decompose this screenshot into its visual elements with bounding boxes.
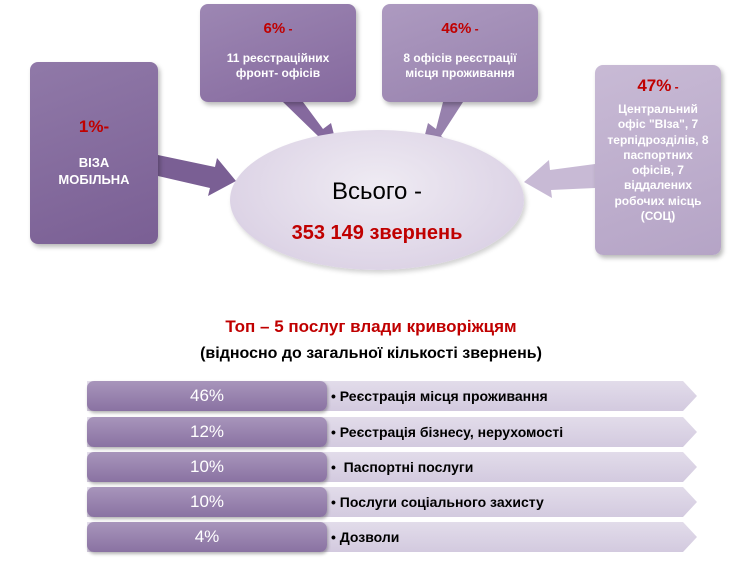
- top5-subtitle: (відносно до загальної кількості звернень): [200, 345, 542, 362]
- total-label: Всього -: [331, 178, 423, 205]
- visa-mobile-label: ВІЗА МОБІЛЬНА: [58, 155, 130, 187]
- service-label: • Реєстрація місця проживання: [331, 388, 548, 404]
- service-percent: 10%: [87, 487, 327, 517]
- front-offices-label: 11 реєстраційних фронт- офісів: [226, 51, 330, 80]
- service-label: • Послуги соціального захисту: [331, 494, 544, 510]
- total-value: 353 149 звернень: [291, 222, 463, 244]
- front-offices-dash: -: [285, 22, 293, 36]
- visa-mobile-percent: 1%-: [78, 117, 110, 136]
- service-row: [87, 452, 697, 482]
- arrow-from-central: [524, 160, 595, 198]
- service-percent: 4%: [87, 522, 327, 552]
- arrow-from-visa: [158, 155, 236, 196]
- front-offices-percent: 6%: [263, 20, 286, 37]
- service-label: • Дозволи: [331, 529, 400, 545]
- service-percent: 46%: [87, 381, 327, 411]
- top5-title: Топ – 5 послуг влади криворіжцям: [225, 317, 517, 336]
- service-percent: 10%: [87, 452, 327, 482]
- total-ellipse: [230, 130, 524, 270]
- registration-offices-label: 8 офісів реєстрації місця проживання: [403, 51, 517, 80]
- visa-mobile-box: [30, 62, 158, 244]
- central-office-dash: -: [671, 80, 679, 94]
- service-row: [87, 487, 697, 517]
- central-office-percent: 47%: [637, 76, 672, 95]
- registration-offices-dash: -: [471, 22, 479, 36]
- service-label: • Реєстрація бізнесу, нерухомості: [331, 424, 564, 440]
- central-office-box: [595, 65, 721, 255]
- service-label: • Паспортні послуги: [331, 459, 474, 475]
- service-row: [87, 522, 697, 552]
- service-percent: 12%: [87, 417, 327, 447]
- service-row: [87, 417, 697, 447]
- service-row: [87, 381, 697, 411]
- registration-offices-box: [382, 4, 538, 102]
- registration-offices-percent: 46%: [441, 20, 472, 37]
- front-offices-box: [200, 4, 356, 102]
- central-office-label: Центральний офіс "ВІза", 7 терпідрозділів, 8 паспортних офісів, 7 віддалених робочих місць (СОЦ): [607, 102, 709, 224]
